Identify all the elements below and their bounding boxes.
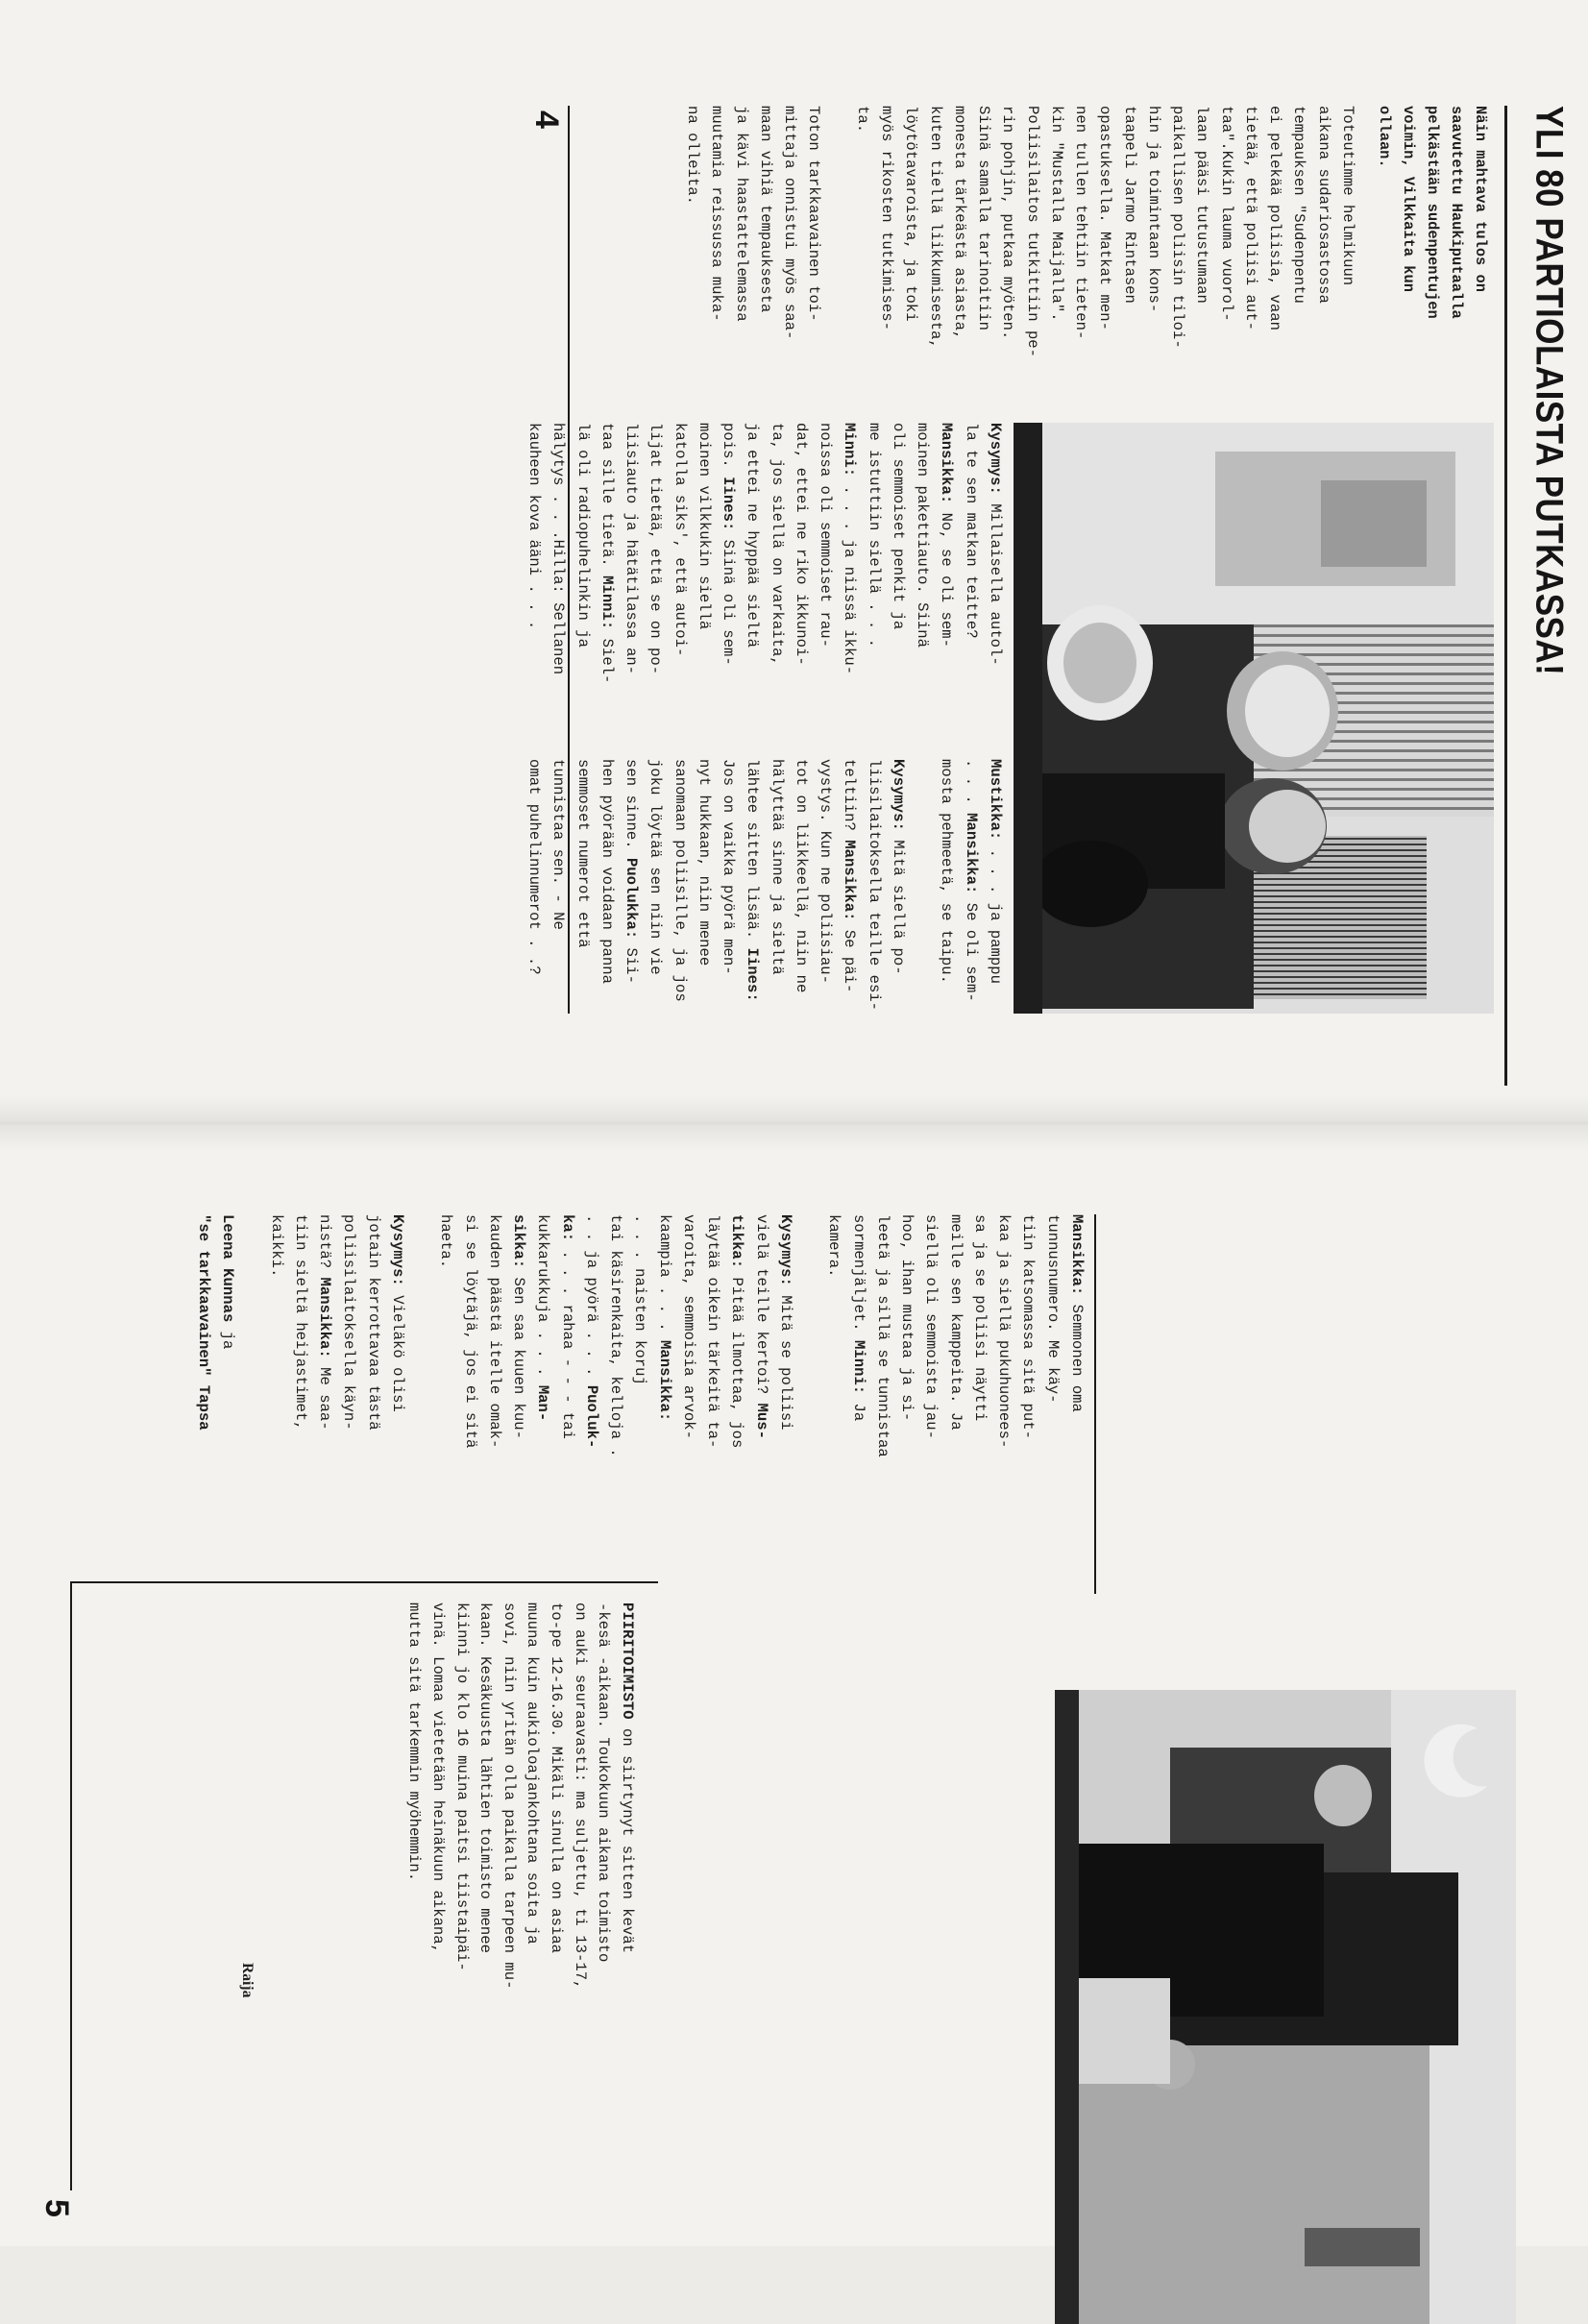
text-line: sormenjäljet. Minni: Ja (849, 1214, 867, 1422)
text-line: mutta sitä tarkemmin myöhemmin. (405, 1602, 424, 1882)
text-line: semmoset numerot että (574, 759, 592, 948)
text-line: taa sille tietä. Minni: Siel- (599, 423, 616, 684)
text-line: varoita, semmoisia arvok- (680, 1214, 697, 1439)
text-line: Poliisilaitos tutkittiin pe- (1023, 106, 1041, 358)
text-line: tunnistaa sen. - Ne (550, 759, 568, 930)
text-line: leetä ja sillä se tunnistaa (874, 1214, 892, 1457)
page-bottom-rule (568, 106, 570, 1014)
text-line: tiin sieltä heijastimet, (292, 1214, 309, 1431)
office-notice-text (403, 1602, 639, 1989)
text-line: omat puhelinnumerot . .? (525, 759, 544, 975)
text-line: mosta pehmeetä, se taipu. (938, 759, 956, 984)
text-line: löytötavaroista, ja toki (902, 106, 920, 322)
text-line: lijat tietää, että se on po- (647, 423, 665, 675)
text-line: noissa oli semmoiset rau- (817, 423, 835, 648)
text-line: on auki seuraavasti: ma suljettu, ti 13-17, (571, 1602, 589, 1990)
text-line: taapeli Jarmo Rintasen (1120, 106, 1138, 304)
text-line: oli semmoiset penkit ja (890, 423, 907, 630)
text-line: hoo, ihan mustaa ja si- (898, 1214, 916, 1422)
text-line: tot on liikkeellä, niin ne (793, 759, 810, 993)
text-line: hälyttää sinne ja sieltä (768, 759, 786, 975)
photo-group (1055, 1690, 1516, 2324)
text-line: nistä? Mansikka: Me saa- (316, 1214, 334, 1431)
text-line: nen tullen tehtiin tieten- (1072, 106, 1090, 340)
text-line: ta. (854, 106, 871, 134)
text-line: muutamia reissussa muka- (708, 106, 726, 322)
text-line: kauheen kova ääni . . . (525, 423, 544, 630)
text-line: tiin katsomassa sitä put- (1019, 1214, 1038, 1439)
text-line: kiinni jo klo 16 muina paitsi tiistaipäi- (452, 1602, 471, 1971)
text-line: si se löytäjä, jos ei sitä (461, 1214, 479, 1449)
text-line: Mansikka: No, se oli sem- (938, 423, 956, 648)
text-line: sovi, niin yritän olla paikalla tarpeen mu- (500, 1602, 518, 1990)
text-line: Kysymys: Vieläkö olisi (389, 1214, 406, 1412)
text-line: Mansikka: Semmonen oma (1068, 1214, 1086, 1412)
column-2-text (522, 423, 1007, 683)
text-line: mittaja onnistui myös saa- (781, 106, 799, 340)
text-line: moinen vilkkukin siellä (696, 423, 713, 630)
page-number-left: 4 (528, 110, 565, 129)
text-line: jotain kerrottavaa tästä (364, 1214, 382, 1431)
photo-police-visit (1014, 423, 1494, 1014)
text-line: Kysymys: Mitä siellä po- (890, 759, 907, 975)
text-line: rin pohjin, putkaa myöten. (999, 106, 1017, 340)
page-number-right: 5 (38, 2199, 75, 2217)
text-line: joku löytää sen niin vie (647, 759, 665, 975)
text-line: teltiin? Mansikka: Se päi- (841, 759, 859, 993)
text-line: tempauksen "Sudenpentu (1290, 106, 1308, 304)
text-line: . . ja pyörä . . . Puoluk- (583, 1214, 600, 1449)
text-line: Jos on vaikka pyörä men- (720, 759, 738, 975)
page-left (0, 0, 1588, 1123)
headline-rule (1504, 106, 1507, 1086)
text-line: kamera. (825, 1214, 843, 1278)
text-line: Kysymys: Millaisella autol- (987, 423, 1004, 666)
office-signature: Raija (239, 1963, 256, 1998)
text-line: ja kävi haastattelemassa (732, 106, 750, 322)
text-line: kaikki. (267, 1214, 285, 1278)
text-line: Mustikka: . . . ja pamppu (987, 759, 1004, 984)
text-line: ja ettei ne hyppää sieltä (744, 423, 762, 648)
text-line: maan vihiä tempauksesta (757, 106, 774, 313)
text-line: tikka: Pitää ilmottaa, jos (728, 1214, 746, 1449)
text-line: aikana sudariosastossa (1314, 106, 1332, 304)
photo-group-image (1055, 1690, 1516, 2324)
text-line: . . . naisten koruj (631, 1214, 649, 1385)
text-line: poliisilaitoksella käyn- (340, 1214, 358, 1431)
text-line: Minni: . . . ja niissä ikku- (841, 423, 859, 675)
text-line: -kesä -aikaan. Toukokuun aikana toimisto (595, 1602, 613, 1963)
text-line: meille sen kamppeita. Ja (946, 1214, 965, 1431)
text-line: "se tarkkaavainen" Tapsa (195, 1214, 212, 1431)
text-line: laan pääsi tutustumaan (1193, 106, 1211, 304)
column-4-text (191, 1214, 1088, 1457)
text-line: haeta. (437, 1214, 455, 1269)
text-line: me istuttiin siellä . . . (865, 423, 883, 648)
text-line: PIIRITOIMISTO on siirtynyt sitten kevät (619, 1602, 636, 1953)
text-line: tietää, että poliisi aut- (1242, 106, 1259, 330)
text-line: hin ja toimintaan kons- (1145, 106, 1162, 313)
text-line: ollaan. (1376, 106, 1394, 168)
text-line: Kysymys: Mitä se poliisi (777, 1214, 794, 1431)
text-line: lähtee sitten lisää. Iines: (744, 759, 762, 1002)
text-line: sen sinne. Puolukka: Sii- (623, 759, 641, 984)
text-line: moinen pakettiauto. Siinä (914, 423, 932, 648)
column-3-text (522, 759, 1007, 1011)
text-line: hälytys . . .Hilla: Sellanen (550, 423, 568, 675)
text-line: lä oli radiopuhelinkin ja (574, 423, 592, 648)
text-line: liisiauto ja hätätilassa an- (623, 423, 641, 675)
text-line: vielä teille kertoi? Mus- (752, 1214, 770, 1439)
text-line: vystys. Kun ne poliisiau- (817, 759, 835, 984)
text-line: monesta tärkeästä asiasta, (951, 106, 968, 340)
text-line: liisilaitoksella teille esi- (865, 759, 883, 1012)
text-line: ka: . . . rahaa - - - tai (558, 1214, 576, 1439)
column-4-top-rule (1094, 1214, 1096, 1594)
text-line: na olleita. (684, 106, 702, 205)
text-line: myös rikosten tutkimises- (878, 106, 896, 330)
text-line: Toton tarkkaavainen toi- (805, 106, 823, 322)
text-line: Näin mahtava tulos on (1472, 106, 1489, 293)
text-line: to-pe 12-16.30. Mikäli sinulla on asiaa (548, 1602, 566, 1954)
text-line: Siinä samalla tarinoitiin (975, 106, 993, 330)
text-line: katolla siks', että autoi- (671, 423, 689, 657)
intro-text (1372, 106, 1492, 319)
text-line: Toteutimme helmikuun (1339, 106, 1356, 286)
text-line: . . . Mansikka: Se oli sem- (962, 759, 980, 1002)
text-line: kauden päästä itelle omak- (486, 1214, 503, 1449)
text-line: la te sen matkan teitte? (962, 423, 980, 639)
headline: YLI 80 PARTIOLAISTA PUTKASSA! (1527, 106, 1571, 676)
text-line: Leena Kunnas ja (219, 1214, 237, 1350)
text-line: voimin, Vilkkaita kun (1400, 106, 1418, 292)
text-line: siellä oli semmoista jau- (922, 1214, 941, 1439)
text-line: dat, ettei ne riko ikkunoi- (793, 423, 810, 666)
text-line: vinä. Lomaa vietetään heinäkuun aikana, (429, 1602, 447, 1954)
text-line: opastuksella. Matkat men- (1096, 106, 1114, 330)
text-line: nyt hukkaan, niin menee (696, 759, 713, 966)
text-line: sikka: Sen saa kuuen kuu- (510, 1214, 528, 1439)
text-line: paikallisen poliisin tiloi- (1169, 106, 1187, 349)
text-line: pois. Iines: Siinä oli sem- (720, 423, 738, 666)
text-line: kaa ja siellä pukuhuonees- (995, 1214, 1014, 1449)
text-line: kaan. Kesäkuusta lähtien toimisto menee (476, 1602, 495, 1953)
text-line: hen pyörään voidaan panna (599, 759, 616, 984)
text-line: saavutettu Haukiputaalla (1448, 106, 1466, 319)
office-notice-box (70, 1581, 658, 2190)
photo-police-visit-image (1014, 423, 1494, 1014)
text-line: pelkästään sudenpentujen (1424, 106, 1442, 319)
text-line: kaampia . . . Mansikka: (655, 1214, 673, 1422)
text-line: läytää oikein tärkeitä ta- (704, 1214, 722, 1449)
text-line: ei pelekää poliisia, vaan (1266, 106, 1284, 330)
text-line: tunnusnumero. Me käy- (1043, 1214, 1062, 1404)
text-line: tai käsirenkaita, kelloja . (607, 1214, 625, 1457)
text-line: kuten tiellä liikkumisesta, (926, 106, 944, 349)
text-line: kukkarukkuja . . . Man- (534, 1214, 552, 1422)
text-line: taa".Kukin lauma vuorol- (1217, 106, 1235, 322)
text-line: ta, jos siellä on varkaita, (768, 423, 786, 666)
column-1-text (680, 106, 1359, 357)
text-line: kin "Mustalla Maijalla". (1048, 106, 1065, 322)
text-line: sa ja se poliisi näytti (971, 1214, 989, 1422)
text-line: muuna kuin aukioloajankohtana soita ja (524, 1602, 542, 1945)
text-line: sanomaan poliisille, ja jos (671, 759, 689, 1002)
